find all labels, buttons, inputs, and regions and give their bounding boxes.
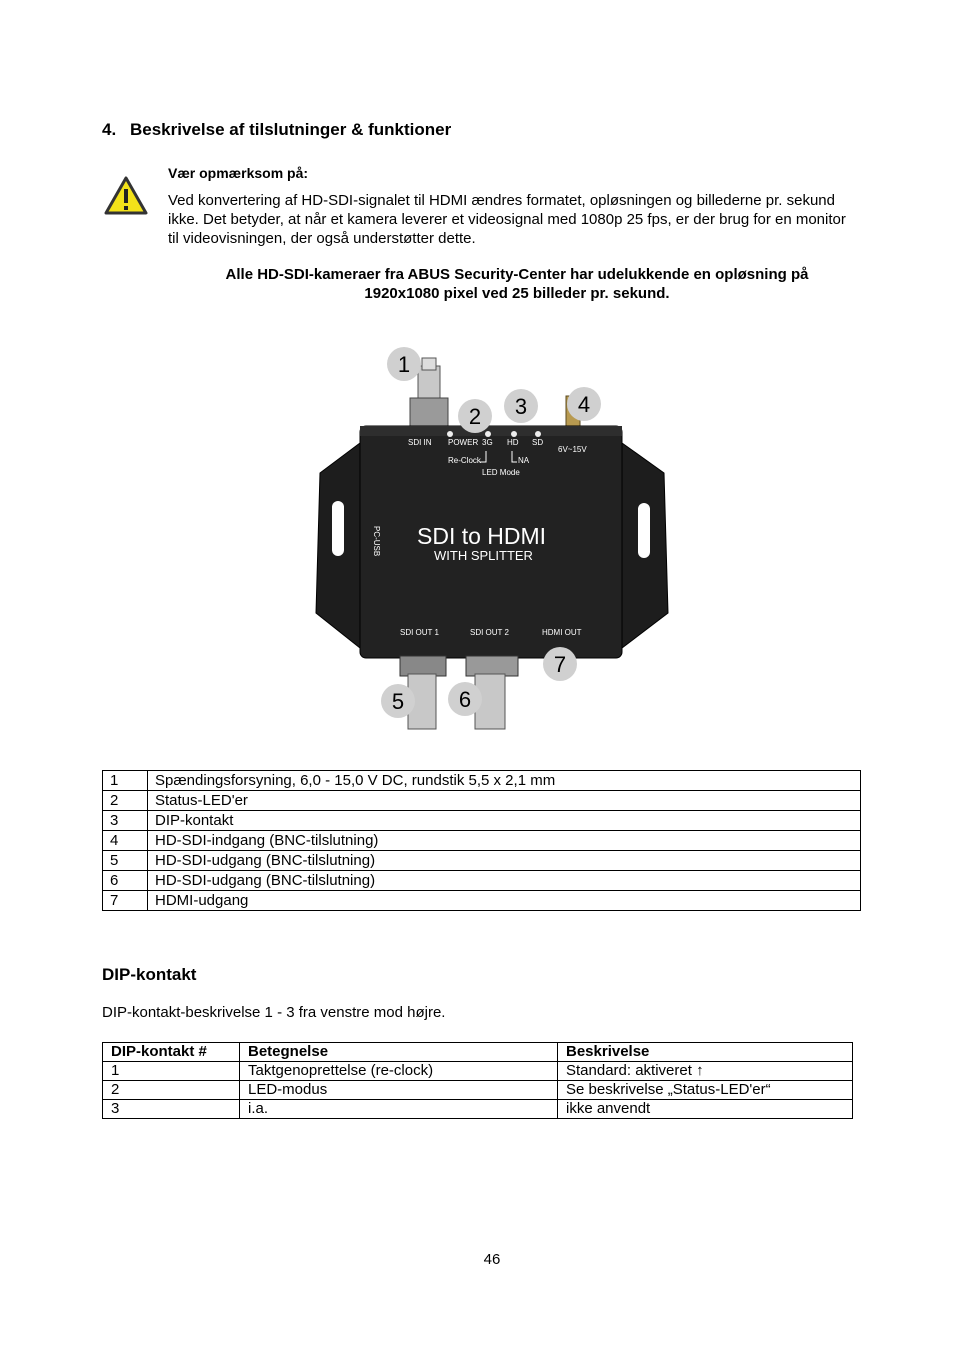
dip-table <box>102 1042 853 1119</box>
col-header: Betegnelse <box>240 1043 558 1062</box>
table-row <box>103 1100 853 1119</box>
label-sdi-in: SDI IN <box>408 438 432 447</box>
cell: i.a. <box>240 1100 558 1119</box>
label-pc-usb: PC-USB <box>372 526 381 557</box>
row-number: 2 <box>103 791 148 811</box>
cell: 2 <box>103 1081 240 1100</box>
row-description: HD-SDI-indgang (BNC-tilslutning) <box>148 831 861 851</box>
section-number: 4. <box>102 120 117 139</box>
label-hd: HD <box>507 438 519 447</box>
svg-text:1: 1 <box>397 352 411 377</box>
table-row <box>103 811 861 831</box>
cell: Taktgenoprettelse (re-clock) <box>240 1062 558 1081</box>
label-3g: 3G <box>482 438 493 447</box>
cell: 3 <box>103 1100 240 1119</box>
device-title: SDI to HDMI <box>417 523 547 549</box>
resolution-note-line2: 1920x1080 pixel ved 25 billeder pr. sekund. <box>364 285 670 302</box>
table-header-row <box>103 1043 853 1062</box>
label-reclock: Re-Clock <box>448 456 481 465</box>
device-subtitle: WITH SPLITTER <box>434 548 533 563</box>
note-title: Vær opmærksom på: <box>168 165 309 181</box>
svg-text:2: 2 <box>468 404 482 429</box>
callout-6 <box>448 682 482 716</box>
svg-text:7: 7 <box>553 652 567 677</box>
device-figure <box>310 338 680 738</box>
row-description: Status-LED'er <box>148 791 861 811</box>
row-number: 4 <box>103 831 148 851</box>
section-title: Beskrivelse af tilslutninger & funktioner <box>130 120 452 139</box>
table-row <box>103 871 861 891</box>
row-number: 7 <box>103 891 148 911</box>
label-sdi-out2: SDI OUT 2 <box>470 628 509 637</box>
row-description: DIP-kontakt <box>148 811 861 831</box>
table-row <box>103 1081 853 1100</box>
table-row <box>103 851 861 871</box>
svg-text:5: 5 <box>391 689 405 714</box>
callout-1 <box>387 347 421 381</box>
svg-text:6: 6 <box>458 687 472 712</box>
table-row <box>103 791 861 811</box>
note-text: Ved konvertering af HD-SDI-signalet til HDMI ændres formatet, opløsningen og billederne pr. sekund ikke. Det betyder, at når et kamera leverer et videosignal med 1080p 25 fps, er der brug for en monitor til videovisningen, der også understøtter dette. <box>168 192 846 247</box>
table-row <box>103 831 861 851</box>
col-header: Beskrivelse <box>558 1043 853 1062</box>
cell: LED-modus <box>240 1081 558 1100</box>
callout-2 <box>458 399 492 433</box>
label-sd: SD <box>532 438 544 447</box>
callout-7 <box>543 647 577 681</box>
row-description: HD-SDI-udgang (BNC-tilslutning) <box>148 871 861 891</box>
label-volt: 6V~15V <box>558 445 587 454</box>
callout-5 <box>381 684 415 718</box>
label-power: POWER <box>448 438 479 447</box>
label-hdmi-out: HDMI OUT <box>542 628 582 637</box>
row-description: Spændingsforsyning, 6,0 - 15,0 V DC, rundstik 5,5 x 2,1 mm <box>148 771 861 791</box>
svg-text:4: 4 <box>577 392 591 417</box>
cell: ikke anvendt <box>558 1100 853 1119</box>
table-row <box>103 1062 853 1081</box>
warning-icon <box>104 176 148 221</box>
page-number: 46 <box>483 1251 501 1268</box>
row-number: 1 <box>103 771 148 791</box>
row-number: 5 <box>103 851 148 871</box>
row-number: 6 <box>103 871 148 891</box>
resolution-note-line1: Alle HD-SDI-kameraer fra ABUS Security-Center har udelukkende en opløsning på <box>225 266 809 283</box>
row-description: HDMI-udgang <box>148 891 861 911</box>
label-na: NA <box>518 456 530 465</box>
label-led-mode: LED Mode <box>482 468 520 477</box>
cell: Standard: aktiveret ↑ <box>558 1062 853 1081</box>
cell: Se beskrivelse „Status-LED'er“ <box>558 1081 853 1100</box>
callout-3 <box>504 389 538 423</box>
cell: 1 <box>103 1062 240 1081</box>
dip-heading: DIP-kontakt <box>102 965 197 984</box>
row-number: 3 <box>103 811 148 831</box>
table-row <box>103 771 861 791</box>
section-heading <box>102 120 451 140</box>
resolution-note <box>168 265 866 303</box>
col-header: DIP-kontakt # <box>103 1043 240 1062</box>
table-row <box>103 891 861 911</box>
svg-text:3: 3 <box>514 394 528 419</box>
callout-4 <box>567 387 601 421</box>
label-sdi-out1: SDI OUT 1 <box>400 628 439 637</box>
dip-description: DIP-kontakt-beskrivelse 1 - 3 fra venstre mod højre. <box>102 1004 446 1021</box>
row-description: HD-SDI-udgang (BNC-tilslutning) <box>148 851 861 871</box>
connections-table <box>102 770 861 911</box>
